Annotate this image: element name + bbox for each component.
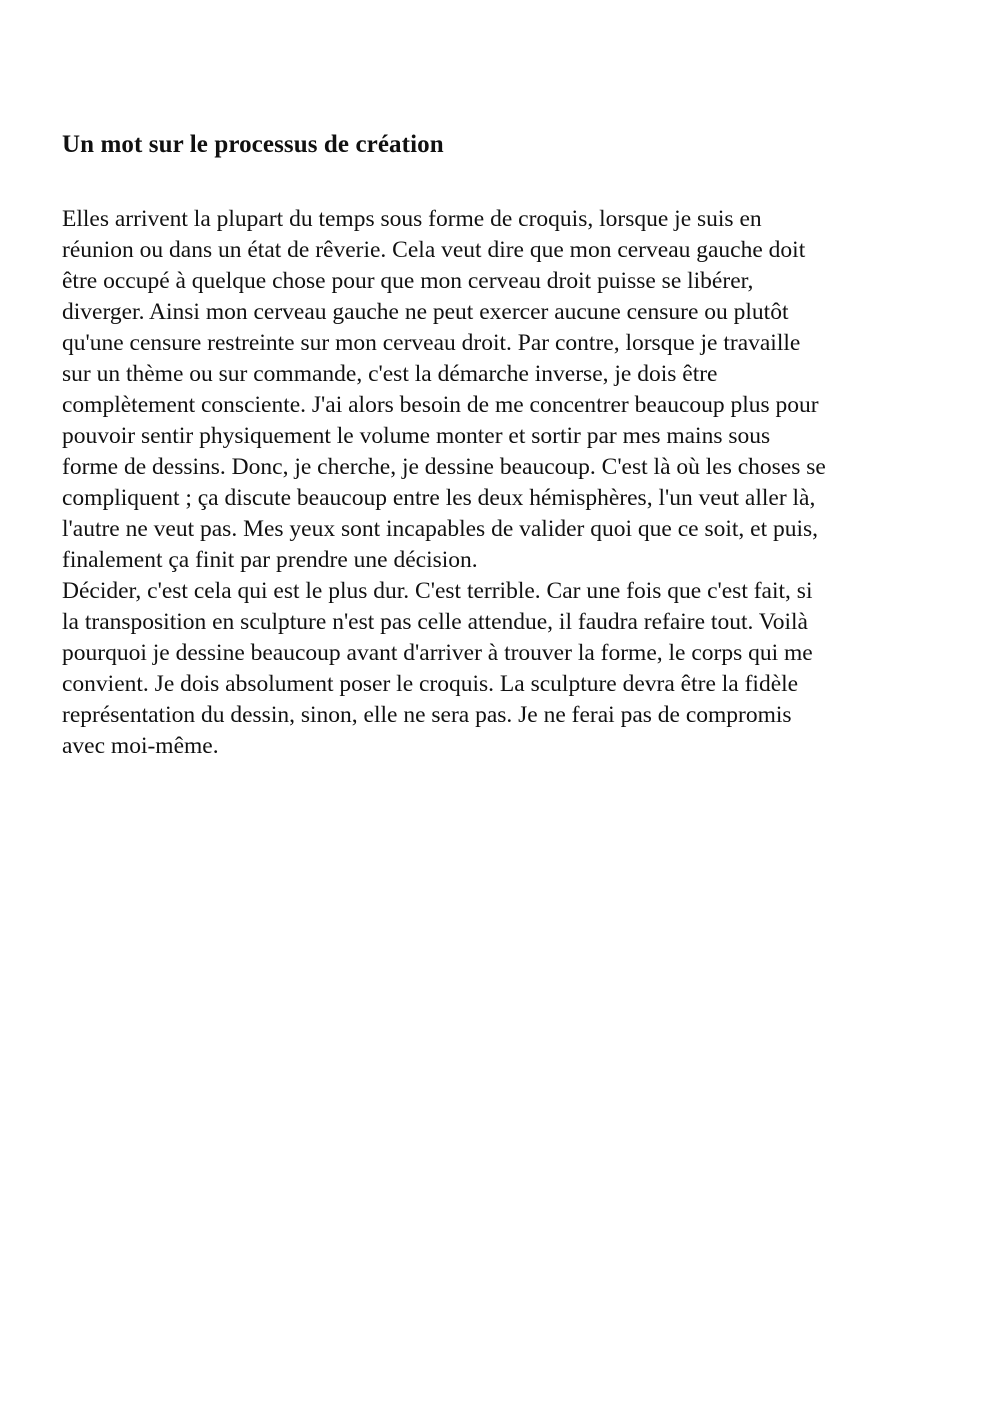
text-line: avec moi-même. bbox=[62, 733, 219, 759]
text-line: diverger. Ainsi mon cerveau gauche ne peut exercer aucune censure ou plutôt bbox=[62, 299, 789, 325]
document-title: Un mot sur le processus de création bbox=[62, 131, 444, 158]
paragraph-2 bbox=[62, 576, 932, 762]
text-line: Décider, c'est cela qui est le plus dur. C'est terrible. Car une fois que c'est fait, si bbox=[62, 578, 813, 604]
text-line: forme de dessins. Donc, je cherche, je dessine beaucoup. C'est là où les choses se bbox=[62, 454, 826, 480]
text-line: finalement ça finit par prendre une décision. bbox=[62, 547, 478, 573]
text-line: complètement consciente. J'ai alors besoin de me concentrer beaucoup plus pour bbox=[62, 392, 819, 418]
text-line: convient. Je dois absolument poser le croquis. La sculpture devra être la fidèle bbox=[62, 671, 799, 697]
text-line: pouvoir sentir physiquement le volume monter et sortir par mes mains sous bbox=[62, 423, 771, 449]
text-line: pourquoi je dessine beaucoup avant d'arriver à trouver la forme, le corps qui me bbox=[62, 640, 813, 666]
text-line: être occupé à quelque chose pour que mon cerveau droit puisse se libérer, bbox=[62, 268, 754, 294]
paragraph-1 bbox=[62, 204, 932, 576]
text-line: compliquent ; ça discute beaucoup entre les deux hémisphères, l'un veut aller là, bbox=[62, 485, 816, 511]
text-line: la transposition en sculpture n'est pas celle attendue, il faudra refaire tout. Voilà bbox=[62, 609, 808, 635]
text-line: réunion ou dans un état de rêverie. Cela veut dire que mon cerveau gauche doit bbox=[62, 237, 806, 263]
text-line: sur un thème ou sur commande, c'est la démarche inverse, je dois être bbox=[62, 361, 718, 387]
text-line: l'autre ne veut pas. Mes yeux sont incapables de valider quoi que ce soit, et puis, bbox=[62, 516, 819, 542]
document-page bbox=[62, 128, 932, 762]
text-line: qu'une censure restreinte sur mon cerveau droit. Par contre, lorsque je travaille bbox=[62, 330, 801, 356]
text-line: représentation du dessin, sinon, elle ne sera pas. Je ne ferai pas de compromis bbox=[62, 702, 792, 728]
text-line: Elles arrivent la plupart du temps sous forme de croquis, lorsque je suis en bbox=[62, 206, 762, 232]
